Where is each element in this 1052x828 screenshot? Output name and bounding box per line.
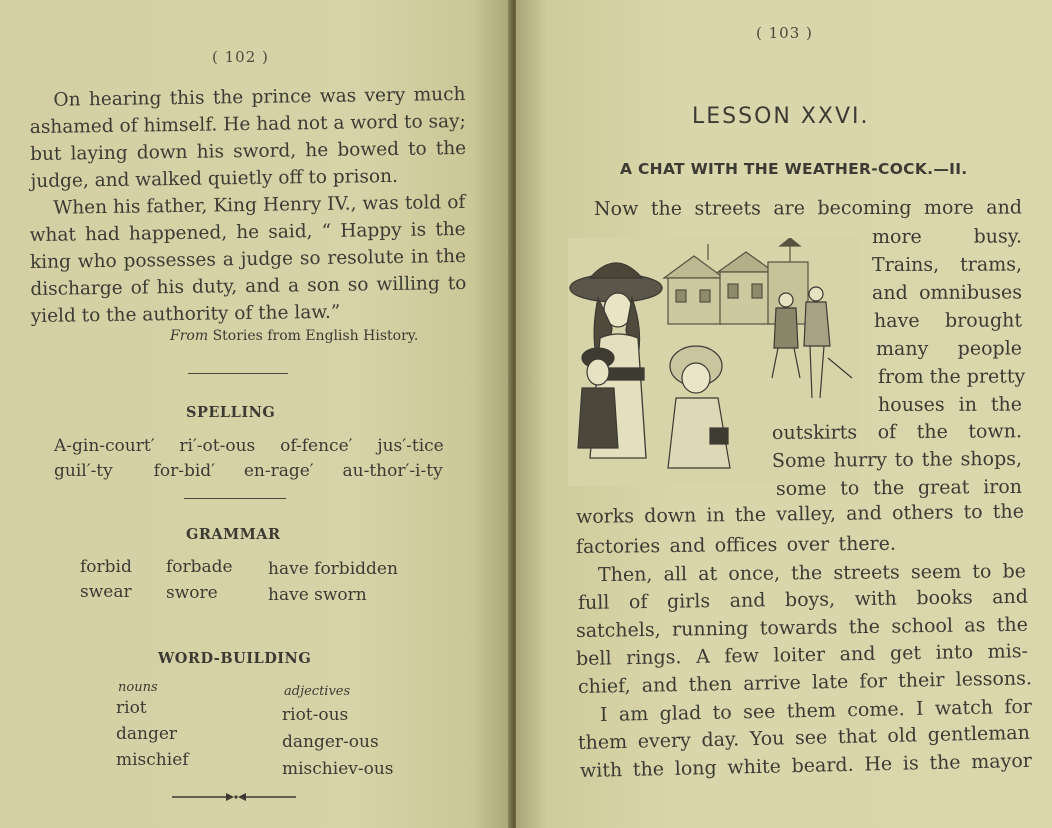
text-line: from the pretty	[877, 365, 1026, 388]
text-line: Then, all at once, the streets seem to be	[597, 560, 1027, 586]
lesson-subtitle: A CHAT WITH THE WEATHER-COCK.—II.	[620, 160, 968, 178]
text-line: Trains, trams,	[871, 253, 1023, 276]
grammar-word: forbade	[166, 557, 233, 577]
text-line: Now the streets are becoming more and	[593, 196, 1023, 220]
text-line: I am glad to see them come. I watch for	[599, 695, 1033, 726]
paragraph	[29, 81, 466, 195]
source-title: Stories from English History.	[212, 328, 419, 344]
column-label-adjectives: adjectives	[284, 684, 351, 699]
spelling-word: au-thor′-i-ty	[342, 461, 443, 481]
ornamental-divider	[172, 790, 296, 804]
spelling-row	[54, 436, 444, 456]
text-line: factories and offices over there.	[575, 532, 897, 558]
paragraph-text: When his father, King Henry IV., was told of what had happened, he said, “ Happy is the king who possesses a judge so resolute in the discharge of his duty, and a son so willing to yield to the authority of the law.”	[29, 191, 467, 328]
noun-word: riot	[116, 698, 147, 718]
adjective-word: riot-ous	[282, 705, 349, 725]
spelling-word: jus′-tice	[377, 436, 444, 456]
text-line: chief, and then arrive late for their lessons.	[577, 667, 1033, 698]
paragraph-text: On hearing this the prince was very much ashamed of himself. He had not a word to say; but laying down his sword, he bowed to the judge, and walked quietly off to prison.	[29, 83, 467, 193]
spelling-row	[54, 461, 443, 481]
grammar-word: forbid	[80, 557, 132, 577]
noun-word: danger	[116, 724, 178, 744]
spelling-word: A-gin-court′	[54, 436, 155, 456]
section-heading-spelling: SPELLING	[186, 404, 276, 421]
grammar-word: swore	[166, 583, 218, 603]
text-line: with the long white beard. He is the mayor	[579, 749, 1033, 782]
grammar-word: swear	[80, 582, 132, 602]
divider	[184, 498, 286, 499]
source-prefix: From	[170, 328, 209, 344]
text-line: many people	[875, 337, 1023, 360]
spelling-word: of-fence′	[280, 436, 353, 456]
text-line: and omnibuses	[871, 281, 1023, 304]
text-line: full of girls and boys, with books and	[577, 585, 1029, 614]
adjective-word: mischiev-ous	[282, 759, 394, 779]
text-line: have brought	[873, 309, 1023, 332]
source-citation	[170, 328, 418, 344]
page-number: ( 103 )	[756, 24, 813, 42]
page-number: ( 102 )	[212, 48, 269, 66]
text-line: some to the great iron	[775, 475, 1023, 500]
grammar-word: have sworn	[268, 585, 367, 605]
spelling-word: en-rage′	[243, 461, 314, 481]
text-line: outskirts of the town.	[771, 420, 1023, 444]
divider	[188, 373, 288, 374]
text-line: houses in the	[877, 393, 1023, 416]
text-line: satchels, running towards the school as the	[575, 613, 1029, 642]
adjective-word: danger-ous	[282, 732, 379, 752]
spelling-word: ri′-ot-ous	[179, 436, 256, 456]
text-line: bell rings. A few loiter and get into mis-	[575, 640, 1029, 670]
text-line: them every day. You see that old gentleman	[577, 721, 1031, 754]
right-page	[516, 0, 1052, 828]
spelling-word: guil′-ty	[54, 461, 113, 481]
text-line: Some hurry to the shops,	[771, 447, 1023, 472]
lesson-title: LESSON XXVI.	[692, 104, 870, 129]
section-heading-grammar: GRAMMAR	[186, 526, 281, 543]
noun-word: mischief	[116, 750, 189, 770]
section-heading-word-building: WORD-BUILDING	[158, 650, 312, 667]
paragraph	[29, 189, 467, 330]
text-line: more busy.	[871, 225, 1023, 248]
text-line: works down in the valley, and others to the	[575, 500, 1025, 528]
grammar-word: have forbidden	[268, 559, 398, 579]
column-label-nouns: nouns	[118, 680, 158, 695]
spelling-word: for-bid′	[153, 461, 216, 481]
left-page	[0, 0, 512, 828]
